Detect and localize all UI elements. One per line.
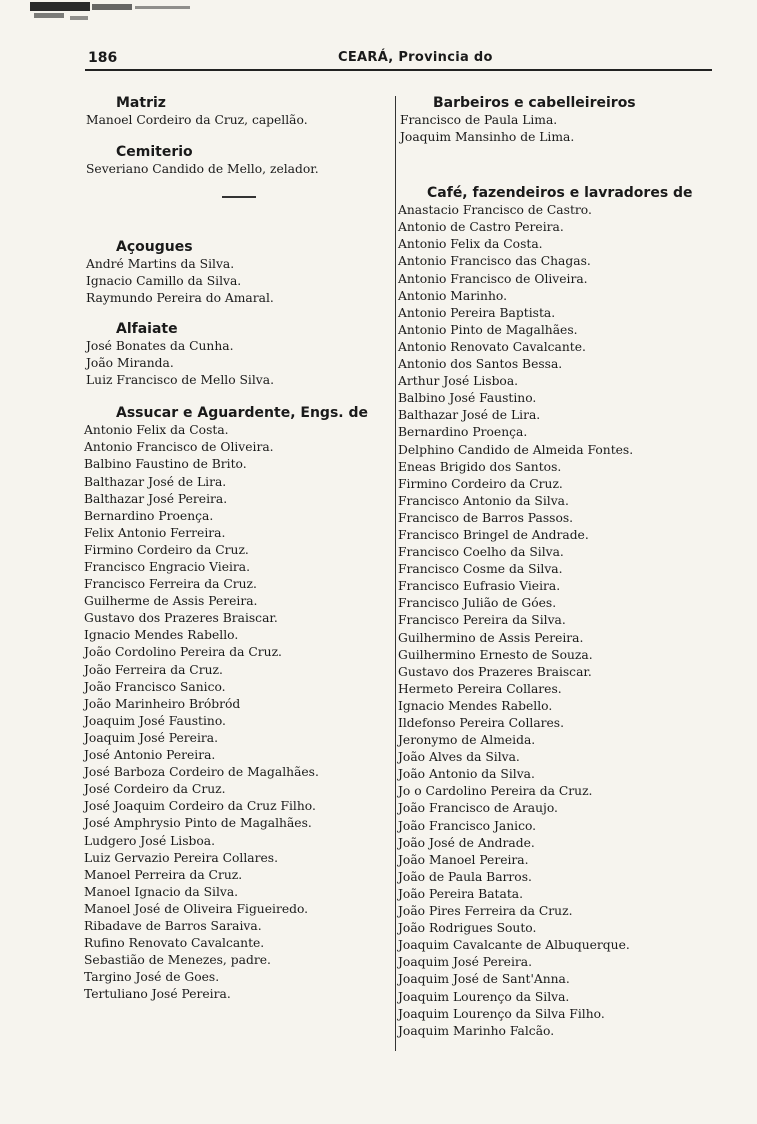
list-item: José Amphrysio Pinto de Magalhães.	[84, 816, 312, 831]
list-item: Joaquim Cavalcante de Albuquerque.	[398, 938, 630, 953]
list-item: Joaquim José Pereira.	[84, 730, 218, 745]
list-item: João Miranda.	[86, 356, 174, 371]
list-item: Ignacio Mendes Rabello.	[84, 628, 239, 643]
list-item: Balthazar José de Lira.	[84, 474, 227, 489]
list-item: Balbino José Faustino.	[398, 391, 537, 406]
list-item: Francisco Bringel de Andrade.	[398, 527, 589, 542]
list-item: Jo o Cardolino Pereira da Cruz.	[398, 784, 593, 799]
section-barbeiros	[395, 94, 710, 146]
list-item: João Rodrigues Souto.	[398, 921, 537, 936]
list-item: Francisco de Paula Lima.	[400, 113, 558, 127]
list-item: Antonio Felix da Costa.	[84, 423, 229, 438]
list-item: Jeronymo de Almeida.	[398, 733, 536, 748]
list-item: André Martins da Silva.	[86, 256, 235, 271]
list-item: Antonio dos Santos Bessa.	[398, 357, 563, 372]
section-heading: Cemiterio	[116, 144, 193, 161]
list-item: Rufino Renovato Cavalcante.	[84, 936, 265, 951]
list-item: Manoel José de Oliveira Figueiredo.	[84, 901, 309, 916]
list-item: Hermeto Pereira Collares.	[398, 681, 562, 696]
list-item: Francisco Ferreira da Cruz.	[84, 577, 257, 592]
section-matriz	[74, 94, 392, 129]
list-item: João Alves da Silva.	[398, 750, 520, 765]
list-item: Antonio Felix da Costa.	[398, 237, 543, 252]
list-item: Antonio Francisco de Oliveira.	[398, 271, 588, 286]
list-item: Luiz Gervazio Pereira Collares.	[84, 850, 278, 865]
list-item: Severiano Candido de Mello, zelador.	[86, 162, 319, 177]
right-column	[395, 94, 710, 1040]
list-item: Luiz Francisco de Mello Silva.	[86, 373, 274, 388]
list-item: Antonio Pereira Baptista.	[398, 305, 556, 320]
list-item: Francisco Cosme da Silva.	[398, 562, 563, 577]
list-item: Felix Antonio Ferreira.	[84, 525, 226, 540]
list-item: Tertuliano José Pereira.	[84, 987, 231, 1002]
list-item: José Barboza Cordeiro de Magalhães.	[84, 765, 319, 780]
section-heading: Açougues	[116, 238, 193, 255]
list-item: João de Paula Barros.	[398, 869, 532, 884]
list-item: Manoel Perreira da Cruz.	[84, 867, 243, 882]
list-item: Antonio Francisco de Oliveira.	[84, 440, 274, 455]
list-item: Joaquim José de Sant'Anna.	[398, 972, 570, 987]
list-item: Francisco Eufrasio Vieira.	[398, 579, 561, 594]
list-item: João Cordolino Pereira da Cruz.	[84, 645, 282, 660]
list-item: João Francisco de Araujo.	[398, 801, 558, 816]
list-item: João Manoel Pereira.	[398, 852, 529, 867]
running-title: CEARÁ, Provincia do	[338, 50, 493, 65]
list-item: Guilhermino Ernesto de Souza.	[398, 647, 593, 662]
list-item: Eneas Brigido dos Santos.	[398, 459, 562, 474]
section-dash	[222, 196, 256, 198]
section-heading: Café, fazendeiros e lavradores de	[427, 185, 693, 202]
list-item: Francisco de Barros Passos.	[398, 510, 574, 525]
list-item: Ildefonso Pereira Collares.	[398, 716, 565, 730]
list-item: João Antonio da Silva.	[398, 767, 535, 782]
section-cafe	[395, 184, 710, 1040]
section-acougues	[74, 238, 392, 307]
list-item: Joaquim José Pereira.	[398, 955, 532, 970]
list-item: Delphino Candido de Almeida Fontes.	[398, 442, 634, 457]
section-heading: Matriz	[116, 95, 166, 111]
section-heading: Assucar e Aguardente, Engs. de	[116, 405, 368, 422]
list-item: Francisco Antonio da Silva.	[398, 493, 569, 508]
list-item: Francisco Pereira da Silva.	[398, 613, 566, 628]
list-item: Bernardino Proença.	[84, 508, 214, 523]
list-item: Antonio Pinto de Magalhães.	[398, 322, 578, 337]
list-item: Manoel Cordeiro da Cruz, capellão.	[86, 113, 308, 127]
section-cemiterio	[74, 143, 392, 178]
list-item: Joaquim Marinho Falcão.	[398, 1023, 555, 1038]
list-item: João José de Andrade.	[398, 835, 535, 850]
list-item: Gustavo dos Prazeres Braiscar.	[84, 611, 278, 626]
list-item: Francisco Coelho da Silva.	[398, 545, 564, 560]
list-item: Bernardino Proença.	[398, 425, 528, 440]
list-item: João Ferreira da Cruz.	[84, 662, 223, 677]
list-item: Firmino Cordeiro da Cruz.	[84, 542, 249, 557]
list-item: Gustavo dos Prazeres Braiscar.	[398, 664, 592, 679]
page-number: 186	[88, 50, 118, 66]
list-item: José Cordeiro da Cruz.	[84, 782, 226, 797]
list-item: Balthazar José Pereira.	[84, 491, 228, 506]
list-item: Guilhermino de Assis Pereira.	[398, 630, 584, 645]
list-item: Ignacio Mendes Rabello.	[398, 698, 553, 713]
list-item: Antonio Renovato Cavalcante.	[398, 339, 586, 354]
section-assucar	[74, 404, 392, 1003]
list-item: Ludgero José Lisboa.	[84, 833, 216, 848]
page-header	[88, 50, 710, 70]
list-item: Guilherme de Assis Pereira.	[84, 594, 258, 609]
list-item: João Francisco Janico.	[398, 818, 537, 833]
list-item: João Pereira Batata.	[398, 886, 524, 901]
section-heading: Alfaiate	[116, 320, 178, 337]
list-item: Manoel Ignacio da Silva.	[84, 884, 239, 899]
list-item: Raymundo Pereira do Amaral.	[86, 290, 274, 305]
list-item: Joaquim Lourenço da Silva.	[398, 989, 570, 1004]
ink-smudge	[30, 2, 200, 30]
list-item: José Antonio Pereira.	[84, 748, 216, 763]
list-item: José Bonates da Cunha.	[86, 338, 234, 353]
header-rule	[85, 69, 712, 71]
section-heading: Barbeiros e cabelleireiros	[433, 95, 636, 111]
list-item: Sebastião de Menezes, padre.	[84, 953, 271, 968]
list-item: Joaquim José Faustino.	[84, 713, 226, 728]
list-item: Joaquim Lourenço da Silva Filho.	[398, 1006, 605, 1021]
list-item: João Pires Ferreira da Cruz.	[398, 904, 573, 919]
list-item: Targino José de Goes.	[84, 970, 220, 985]
list-item: Joaquim Mansinho de Lima.	[400, 130, 575, 145]
list-item: José Joaquim Cordeiro da Cruz Filho.	[84, 799, 316, 814]
list-item: Arthur José Lisboa.	[398, 374, 519, 389]
list-item: João Marinheiro Bróbród	[84, 696, 241, 711]
list-item: Firmino Cordeiro da Cruz.	[398, 476, 563, 491]
list-item: Ribadave de Barros Saraiva.	[84, 918, 262, 933]
list-item: Balbino Faustino de Brito.	[84, 457, 247, 472]
list-item: Ignacio Camillo da Silva.	[86, 273, 242, 288]
list-item: Antonio Marinho.	[398, 288, 507, 303]
list-item: Antonio de Castro Pereira.	[398, 220, 564, 235]
list-item: Anastacio Francisco de Castro.	[398, 203, 592, 218]
list-item: Francisco Julião de Góes.	[398, 596, 557, 611]
left-column	[74, 94, 392, 1003]
list-item: Balthazar José de Lira.	[398, 408, 541, 423]
list-item: Francisco Engracio Vieira.	[84, 560, 251, 574]
list-item: João Francisco Sanico.	[84, 679, 226, 694]
list-item: Antonio Francisco das Chagas.	[398, 254, 591, 269]
section-alfaiate	[74, 320, 392, 389]
